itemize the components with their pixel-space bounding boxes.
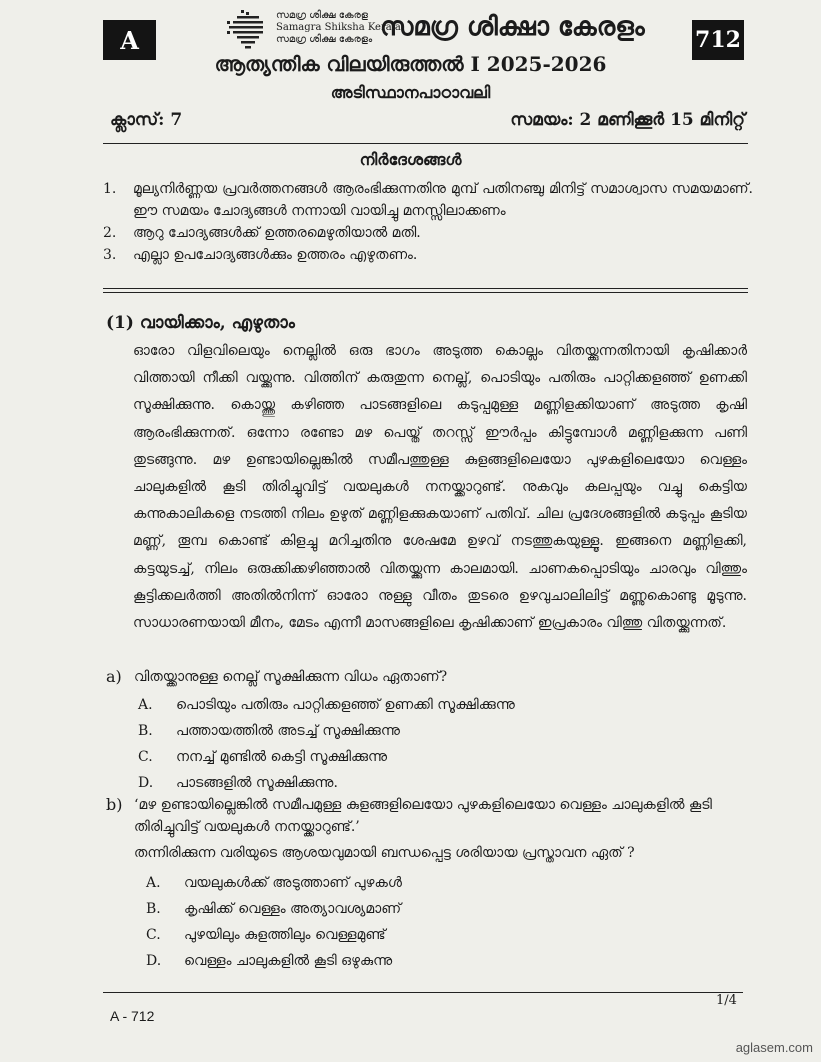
option-text: പുഴയിലും കുളത്തിലും വെള്ളമുണ്ട് bbox=[184, 927, 386, 943]
option-letter: D. bbox=[146, 953, 162, 969]
option-text: കൃഷിക്ക് വെള്ളം അത്യാവശ്യമാണ് bbox=[184, 901, 402, 917]
logo-line-1: സമഗ്ര ശിക്ഷ കേരള bbox=[276, 10, 368, 21]
instructions-heading: നിർദേശങ്ങൾ bbox=[359, 150, 462, 169]
option-item[interactable] bbox=[138, 718, 756, 744]
option-item[interactable] bbox=[138, 770, 756, 796]
exam-title: ആത്യന്തിക വിലയിരുത്തൽ I 2025-2026 bbox=[214, 52, 607, 76]
time-label: സമയം: 2 മണിക്കൂർ 15 മിനിറ്റ് bbox=[510, 110, 745, 130]
instruction-text: ആറു ചോദ്യങ്ങൾക്ക് ഉത്തരമെഴുതിയാൽ മതി. bbox=[133, 225, 421, 241]
section-title: (1) വായിക്കാം, എഴുതാം bbox=[106, 313, 295, 333]
instruction-number: 3. bbox=[103, 247, 117, 263]
watermark: aglasem.com bbox=[735, 1040, 813, 1055]
set-label: A bbox=[120, 25, 139, 55]
instruction-item bbox=[103, 178, 753, 222]
question-prompt: തന്നിരിക്കുന്ന വരിയുടെ ആശയവുമായി ബന്ധപ്പെട്ട ശരിയായ പ്രസ്താവന ഏത് ? bbox=[134, 845, 635, 861]
subject-title: അടിസ്ഥാനപാഠാവലി bbox=[330, 83, 491, 102]
question-text: ‘മഴ ഉണ്ടായില്ലെങ്കിൽ സമീപമുള്ള കുളങ്ങളിലെയോ പുഴകളിലെയോ വെള്ളം ചാലുകളിൽ കൂടി തിരിച്ചുവിട്ട് വയലുകൾ നനയ്ക്കാറുണ്ട്.’ bbox=[134, 797, 712, 835]
option-item[interactable] bbox=[146, 870, 756, 896]
option-item[interactable] bbox=[146, 896, 756, 922]
option-letter: C. bbox=[138, 749, 153, 765]
instruction-text: എല്ലാ ഉപചോദ്യങ്ങൾക്കും ഉത്തരം എഴുതണം. bbox=[133, 247, 418, 263]
question-label: a) bbox=[106, 667, 122, 686]
option-text: വയലുകൾക്ക് അടുത്താണ് പുഴകൾ bbox=[184, 875, 402, 891]
class-label: ക്ലാസ്: 7 bbox=[110, 110, 183, 130]
page-number: 1/4 bbox=[716, 993, 737, 1008]
instruction-text: മൂല്യനിർണ്ണയ പ്രവർത്തനങ്ങൾ ആരംഭിക്കുന്നതിനു മുമ്പ് പതിനഞ്ചു മിനിട്ട് സമാശ്വാസ സമയമാണ്. ഈ സമയം ചോദ്യങ്ങൾ നന്നായി വായിച്ചു മനസ്സിലാക്കണം bbox=[133, 181, 753, 219]
option-letter: A. bbox=[138, 697, 153, 713]
instructions-divider-2 bbox=[103, 292, 748, 293]
instruction-number: 1. bbox=[103, 181, 117, 197]
instruction-item bbox=[103, 222, 753, 244]
instructions-list bbox=[103, 178, 753, 266]
header-divider bbox=[103, 143, 748, 144]
samagra-shiksha-logo-icon bbox=[225, 8, 269, 52]
option-item[interactable] bbox=[146, 922, 756, 948]
option-letter: C. bbox=[146, 927, 161, 943]
option-text: വെള്ളം ചാലുകളിൽ കൂടി ഒഴുകുന്നു bbox=[184, 953, 393, 969]
question-b bbox=[106, 794, 756, 974]
option-text: നനച്ച് മുണ്ടിൽ കെട്ടി സൂക്ഷിക്കുന്നു bbox=[176, 749, 388, 765]
footer-divider bbox=[103, 992, 743, 993]
logo-line-3: സമഗ്ര ശിക്ഷ കേരളം bbox=[276, 34, 373, 45]
footer-paper-code: A - 712 bbox=[110, 1008, 155, 1024]
option-letter: B. bbox=[146, 901, 161, 917]
option-item[interactable] bbox=[146, 948, 756, 974]
logo-line-2: Samagra Shiksha Kerala bbox=[276, 22, 401, 33]
instruction-number: 2. bbox=[103, 225, 117, 241]
instruction-item bbox=[103, 244, 753, 266]
paper-code: 712 bbox=[695, 27, 741, 53]
org-name: സമഗ്ര ശിക്ഷാ കേരളം bbox=[380, 12, 645, 42]
option-text: പൊടിയും പതിരും പാറ്റിക്കളഞ്ഞ് ഉണക്കി സൂക്ഷിക്കുന്നു bbox=[176, 697, 515, 713]
option-letter: D. bbox=[138, 775, 154, 791]
question-a bbox=[106, 666, 756, 796]
question-label: b) bbox=[106, 795, 123, 814]
option-text: പത്തായത്തിൽ അടച്ച് സൂക്ഷിക്കുന്നു bbox=[176, 723, 400, 739]
instructions-divider-1 bbox=[103, 288, 748, 289]
option-item[interactable] bbox=[138, 692, 756, 718]
option-letter: A. bbox=[146, 875, 161, 891]
option-letter: B. bbox=[138, 723, 153, 739]
option-item[interactable] bbox=[138, 744, 756, 770]
reading-passage: ഓരോ വിളവിലെയും നെല്ലിൽ ഒരു ഭാഗം അടുത്ത കൊല്ലം വിതയ്ക്കുന്നതിനായി കൃഷിക്കാർ വിത്തായി നീക്കി വയ്ക്കുന്നു. വിത്തിന് കരുതുന്ന നെല്ല്, പൊടിയും പതിരും പാറ്റിക്കളഞ്ഞ് ഉണക്കി സൂക്ഷിക്കുന്നു. കൊയ്ത്തു കഴിഞ്ഞ പാടങ്ങളിലെ കടുപ്പമുള്ള മണ്ണിളക്കിയാണ് അടുത്ത കൃഷി ആരംഭിക്കുന്നത്. ഒന്നോ രണ്ടോ മഴ പെയ്ത് തറസ്സ് ഈർപ്പം കിട്ടുമ്പോൾ മണ്ണിളക്കുന്ന പണി തുടങ്ങുന്നു. മഴ ഉണ്ടായില്ലെങ്കിൽ സമീപത്തുള്ള കുളങ്ങളിലെയോ പുഴകളിലെയോ വെള്ളം ചാലുകളിൽ കൂടി തിരിച്ചുവിട്ട് വയലുകൾ നനയ്ക്കാറുണ്ട്. നുകവും കലപ്പയും വച്ചു കെട്ടിയ കന്നുകാലികളെ നടത്തി നിലം ഉഴുത് മണ്ണിളക്കുകയാണ് പതിവ്. ചില പ്രദേശങ്ങളിൽ കടുപ്പം കൂടിയ മണ്ണ്, തൂമ്പ കൊണ്ട് കിളച്ചു മറിച്ചതിനു ശേഷമേ ഉഴവ് നടത്തുകയുള്ളൂ. ഇങ്ങനെ മണ്ണിളക്കി, കട്ടയുടച്ച്, നിലം ഒരുക്കിക്കഴിഞ്ഞാൽ വിതയ്ക്കുന്ന കാലമായി. ചാണകപ്പൊടിയും ചാരവും വിത്തും കൂട്ടിക്കലർത്തി അതിൽനിന്ന് ഓരോ നുള്ളു വീതം തുടരെ ഉഴവുചാലിലിട്ട് മണ്ണുകൊണ്ടു മൂടുന്നു. സാധാരണയായി മീനം, മേടം എന്നീ മാസങ്ങളിലെ കൃഷിക്കാണ് ഇപ്രകാരം വിത്തു വിതയ്ക്കുന്നത്. bbox=[133, 343, 747, 632]
question-text: വിതയ്ക്കാനുള്ള നെല്ല് സൂക്ഷിക്കുന്ന വിധം ഏതാണ്? bbox=[134, 669, 448, 685]
option-text: പാടങ്ങളിൽ സൂക്ഷിക്കുന്നു. bbox=[176, 775, 338, 791]
